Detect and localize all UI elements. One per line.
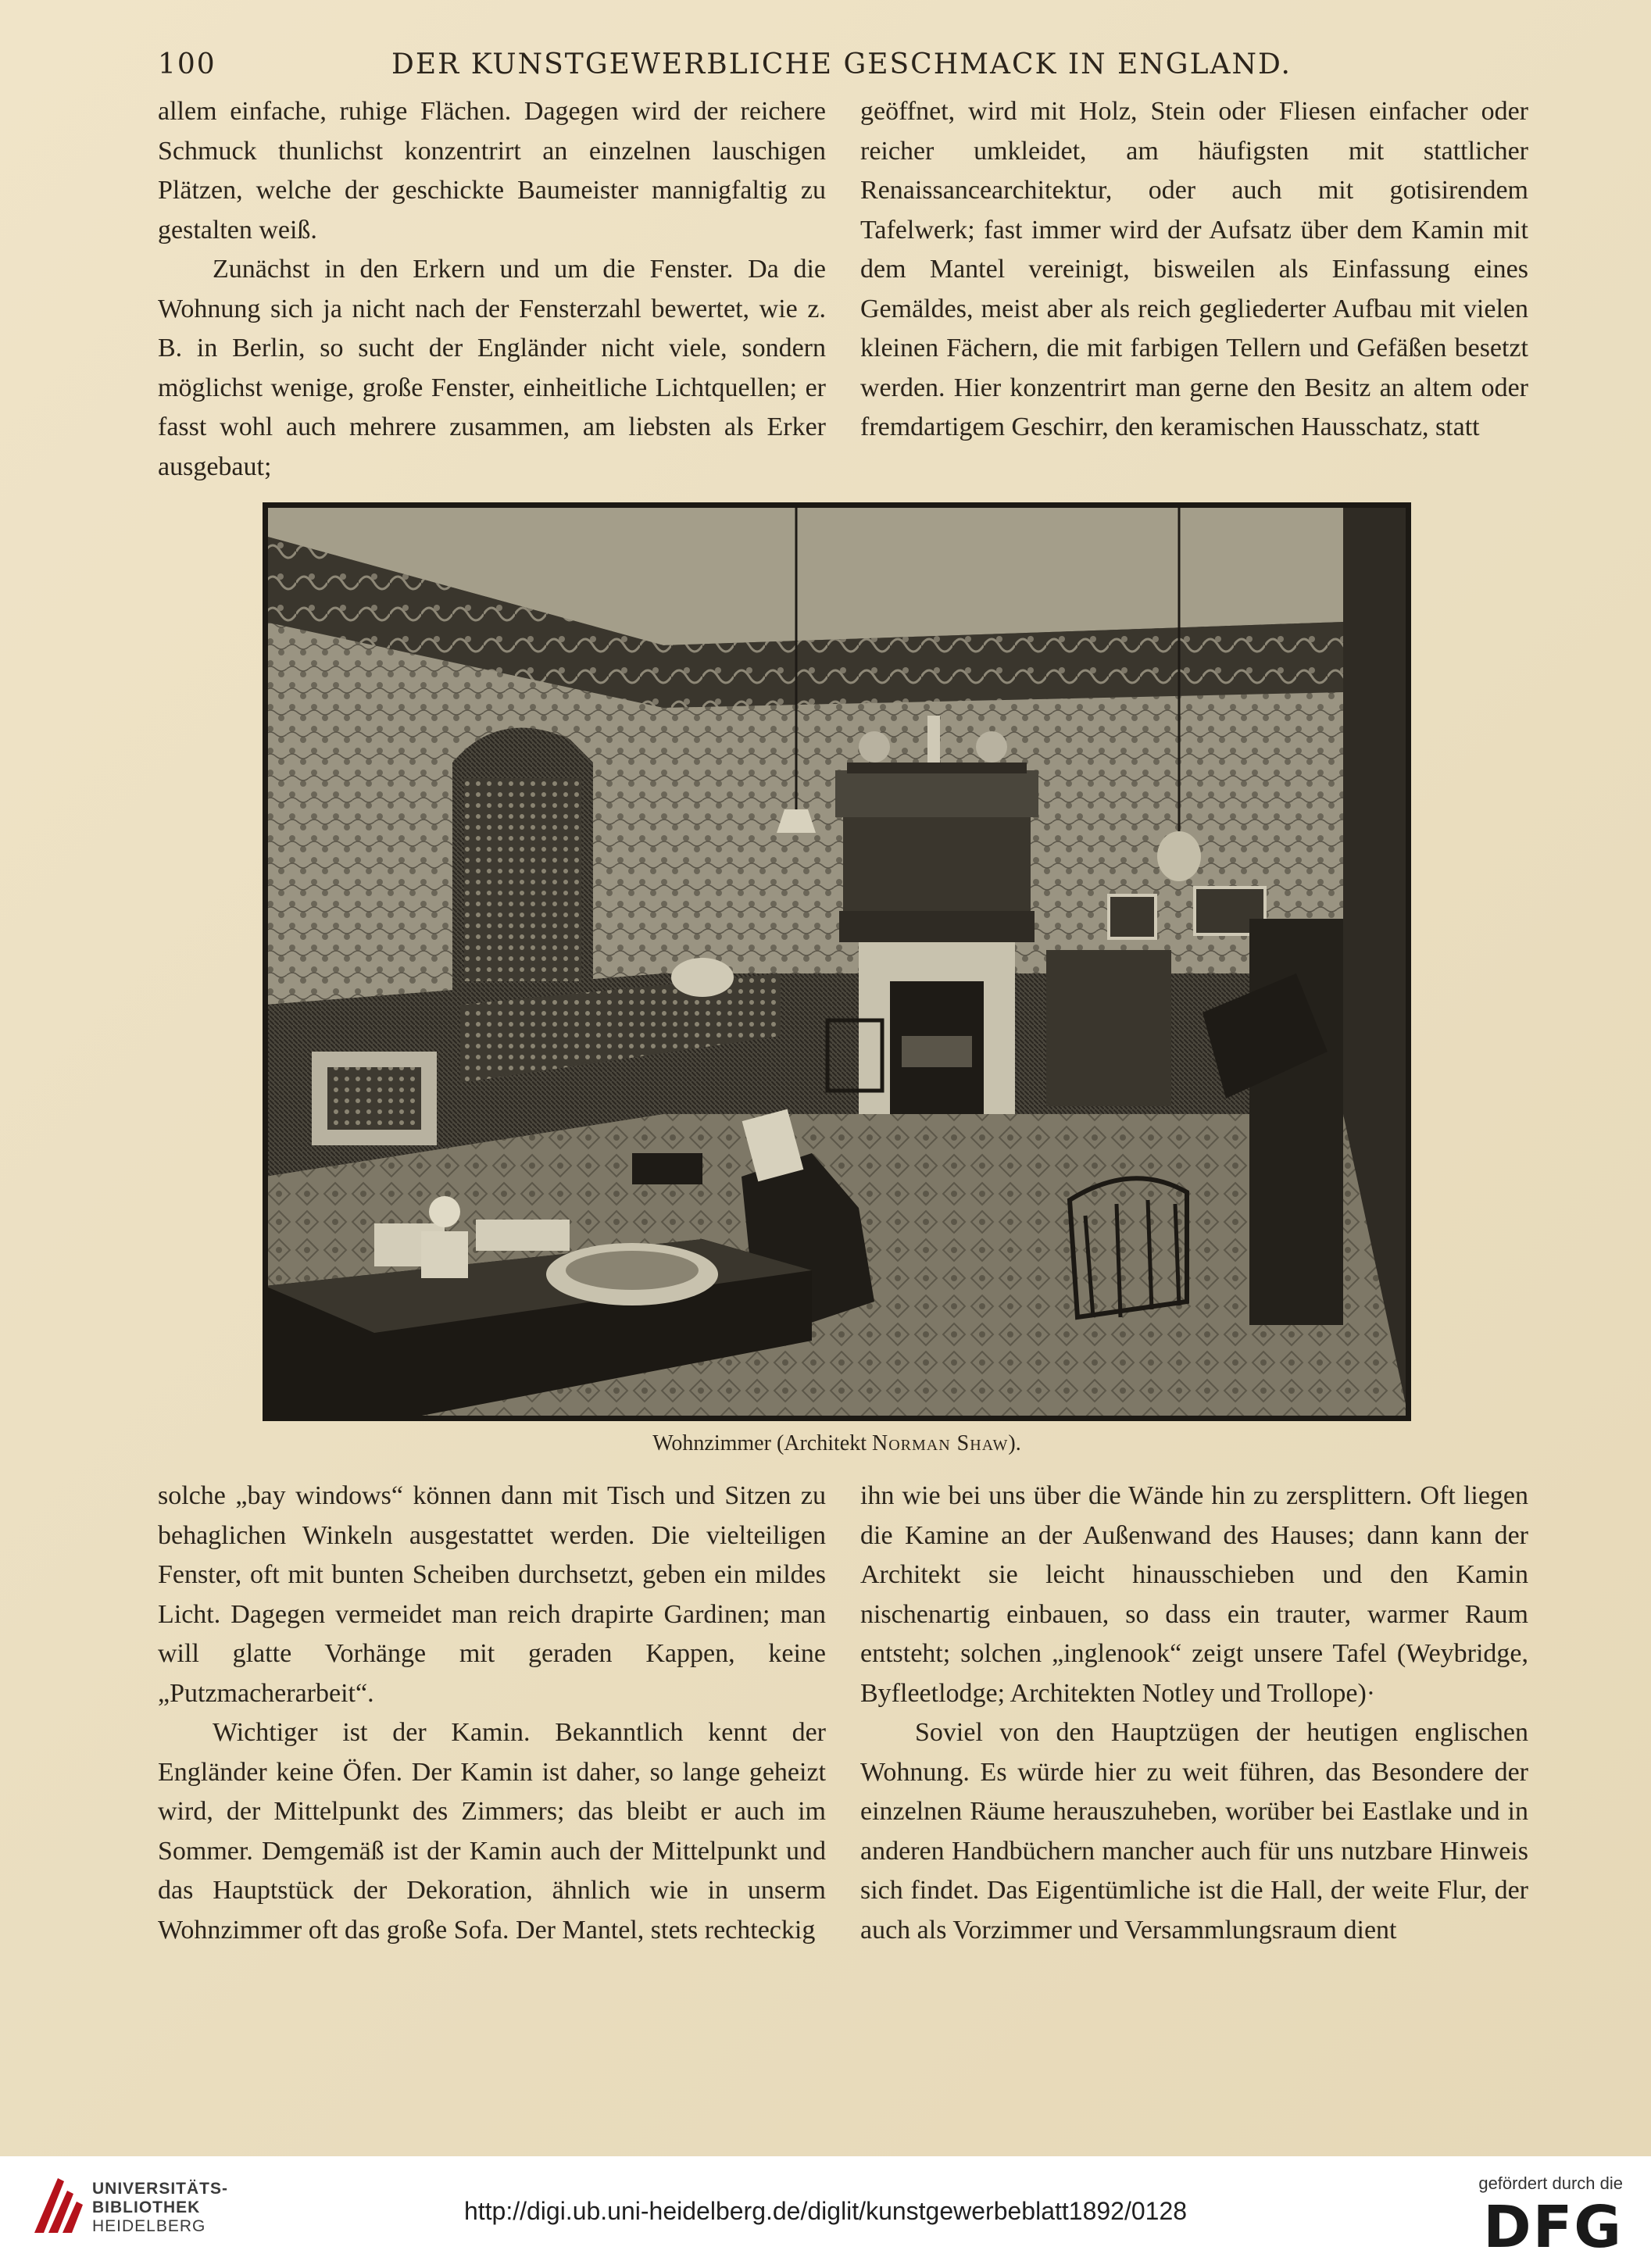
library-name-line: BIBLIOTHEK (92, 2198, 201, 2216)
paragraph: solche „bay windows“ können dann mit Tisch und Sitzen zu behaglichen Winkeln ausgestattet werden. Die vielteiligen Fenster, oft mit bunten Scheiben durchsetzt, geben ein mildes Licht. Dagegen vermeidet man reich drapirte Gardinen; man will glatte Vorhänge mit geraden Kappen, keine „Putzmacherarbeit“. (158, 1481, 826, 1708)
engraving-living-room (263, 502, 1411, 1421)
text-column-bottom-left (158, 1477, 826, 1950)
paragraph: allem einfache, ruhige Flächen. Dagegen wird der reichere Schmuck thunlichst konzentrirt an einzelnen lauschigen Plätzen, welche der geschickte Baumeister mannigfaltig zu gestalten weiß. (158, 97, 826, 245)
engraving-illustration (265, 505, 1409, 1419)
funding-note: gefördert durch die (1478, 2173, 1623, 2193)
paragraph: Wichtiger ist der Kamin. Bekanntlich kennt der Engländer keine Öfen. Der Kamin ist daher, so lange geheizt wird, der Mittelpunkt des Zimmers; das bleibt er auch im Sommer. Demgemäß ist der Kamin auch der Mittelpunkt und das Hauptstück der Dekoration, ähnlich wie in unserm Wohnzimmer oft das große Sofa. Der Mantel, stets rechteckig (158, 1718, 826, 1945)
page-number: 100 (158, 48, 216, 80)
figure-caption (263, 1431, 1411, 1456)
source-url-link[interactable]: http://digi.ub.uni-heidelberg.de/diglit/kunstgewerbeblatt1892/0128 (463, 2197, 1188, 2225)
caption-end: ). (1008, 1431, 1021, 1455)
text-column-top-left (158, 92, 826, 487)
dfg-logo: DFG (1483, 2194, 1623, 2261)
paragraph: Zunächst in den Erkern und um die Fenster. Da die Wohnung sich ja nicht nach der Fensterzahl bewertet, wie z. B. in Berlin, so sucht der Engländer nicht viele, sondern möglichst wenige, große Fenster, einheitliche Lichtquellen; er fasst wohl auch mehrere zusammen, am liebsten als Erker ausgebaut; (158, 255, 826, 481)
paragraph: Soviel von den Hauptzügen der heutigen englischen Wohnung. Es würde hier zu weit führen, das Besondere der einzelnen Räume herauszuheben, worüber bei Eastlake und in anderen Handbüchern mancher auch für uns nutzbare Hinweis sich findet. Das Eigentümliche ist die Hall, der weite Flur, der auch als Vorzimmer und Versammlungsraum dient (860, 1718, 1528, 1945)
paragraph: ihn wie bei uns über die Wände hin zu zersplittern. Oft liegen die Kamine an der Außenwand des Hauses; dann kann der Architekt sie leicht hinausschieben und den Kamin nischenartig einbauen, so dass ein trauter, warmer Raum entsteht; solchen „inglenook“ zeigt unsere Tafel (Weybridge, Byfleetlodge; Architekten Notley und Trollope)· (860, 1481, 1528, 1708)
running-head (158, 48, 1525, 88)
caption-architect: Norman Shaw (872, 1431, 1009, 1455)
library-name-line: HEIDELBERG (92, 2217, 206, 2235)
caption-text: Wohnzimmer (Architekt (652, 1431, 872, 1455)
digitization-footer (0, 2156, 1651, 2268)
text-column-bottom-right (860, 1477, 1528, 1950)
text-column-top-right (860, 92, 1528, 448)
running-title: DER KUNSTGEWERBLICHE GESCHMACK IN ENGLAND. (391, 48, 1292, 80)
paragraph: geöffnet, wird mit Holz, Stein oder Fliesen einfacher oder reicher umkleidet, am häufigsten mit stattlicher Renaissancearchitektur, oder auch mit gotisirendem Tafelwerk; fast immer wird der Aufsatz über dem Kamin mit dem Mantel vereinigt, bisweilen als Einfassung eines Gemäldes, meist aber als reich gegliederter Aufbau mit vielen kleinen Fächern, die mit farbigen Tellern und Gefäßen besetzt werden. Hier konzentrirt man gerne den Besitz an altem oder fremdartigem Geschirr, den keramischen Hausschatz, statt (860, 97, 1528, 441)
library-name-line: UNIVERSITÄTS- (92, 2180, 229, 2198)
